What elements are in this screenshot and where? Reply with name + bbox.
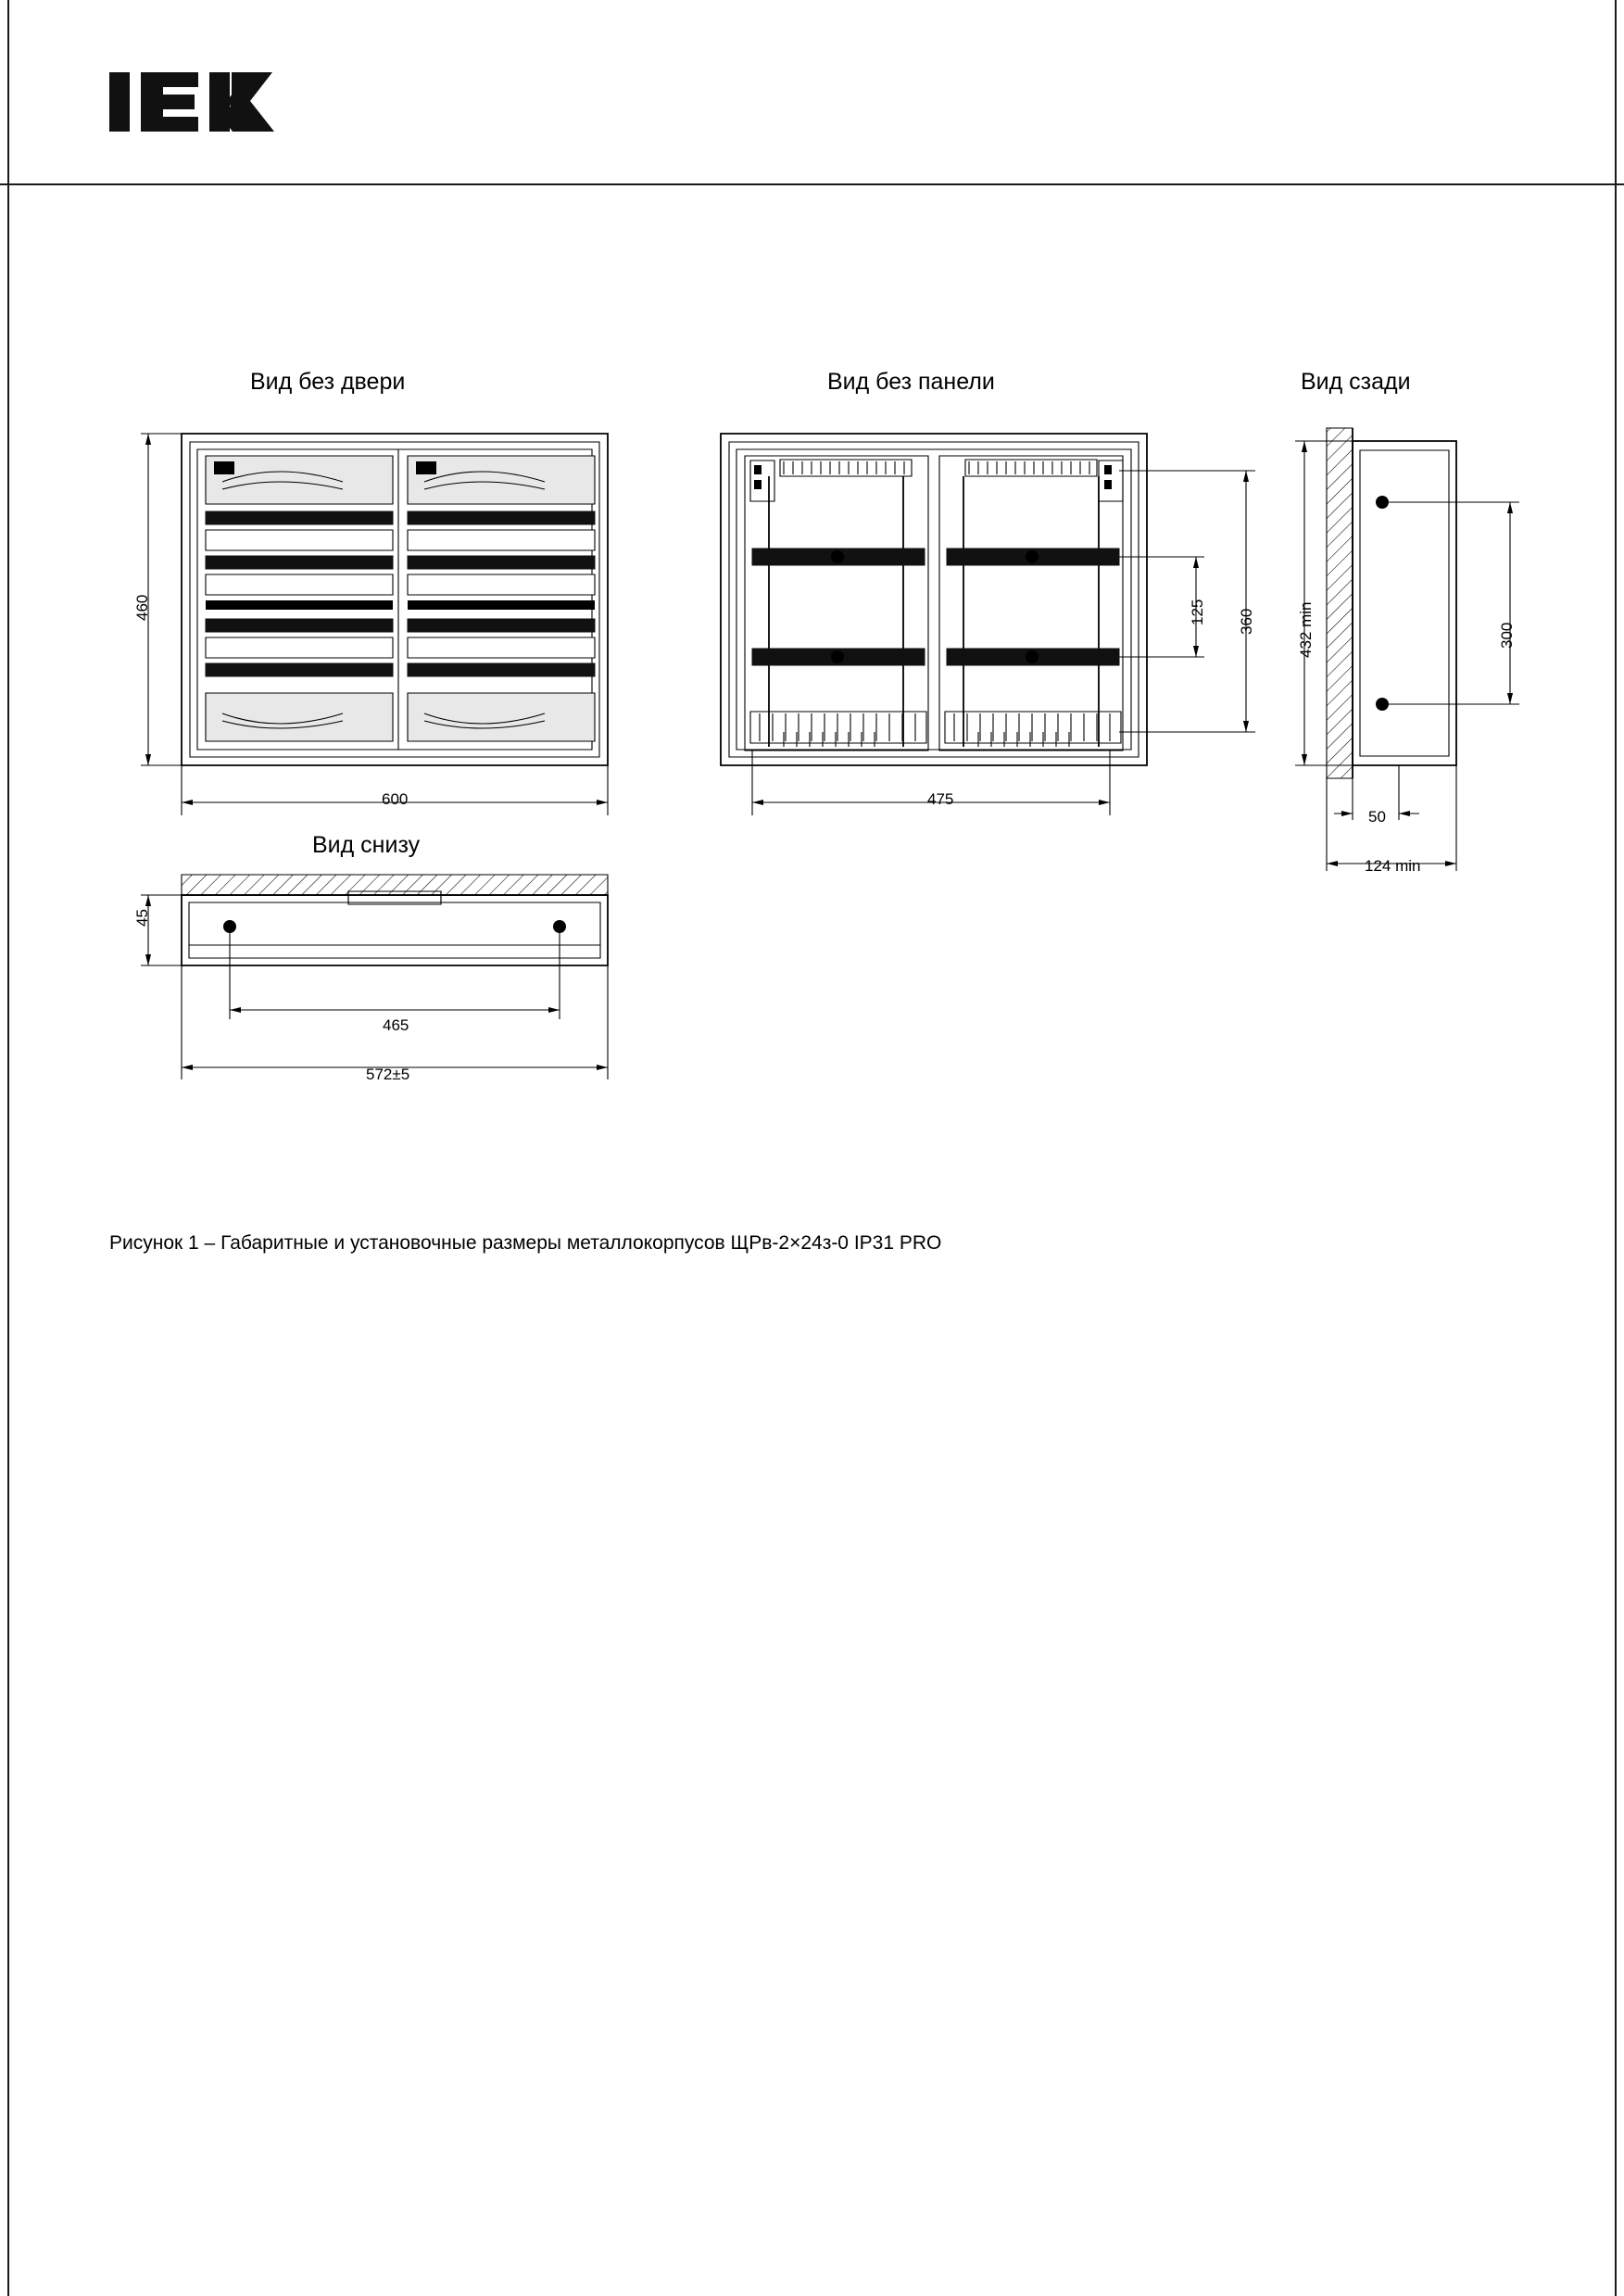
- view-title-bottom: Вид снизу: [312, 832, 421, 858]
- dim-nopanel-pitch: 125: [1189, 599, 1206, 625]
- dim-rear-depth-min: 124 min: [1365, 857, 1421, 875]
- view-title-rear: Вид сзади: [1301, 369, 1411, 395]
- dim-rear-depth: 50: [1368, 808, 1386, 826]
- dim-front-width: 600: [382, 790, 409, 808]
- view-title-front-no-door: Вид без двери: [250, 369, 406, 395]
- drawing-view-bottom: [141, 875, 608, 1079]
- dim-front-height: 460: [133, 594, 151, 621]
- figure-caption: Рисунок 1 – Габаритные и установочные размеры металлокорпусов ЩРв-2×24з-0 IP31 PRO: [109, 1232, 942, 1254]
- dim-nopanel-total-height: 360: [1238, 608, 1255, 635]
- view-title-no-panel: Вид без панели: [827, 369, 995, 395]
- dim-bottom-overall-width: 572±5: [366, 1066, 410, 1083]
- dim-rear-mount-height: 300: [1498, 622, 1516, 649]
- dim-rear-height-min: 432 min: [1297, 601, 1315, 658]
- drawing-view-front-no-door: [141, 434, 608, 815]
- dim-bottom-mount-width: 465: [383, 1016, 409, 1034]
- drawing-view-rear: [1295, 428, 1519, 871]
- dim-bottom-thickness: 45: [133, 909, 151, 927]
- dim-nopanel-width: 475: [927, 790, 954, 808]
- drawing-view-no-panel: [721, 434, 1255, 815]
